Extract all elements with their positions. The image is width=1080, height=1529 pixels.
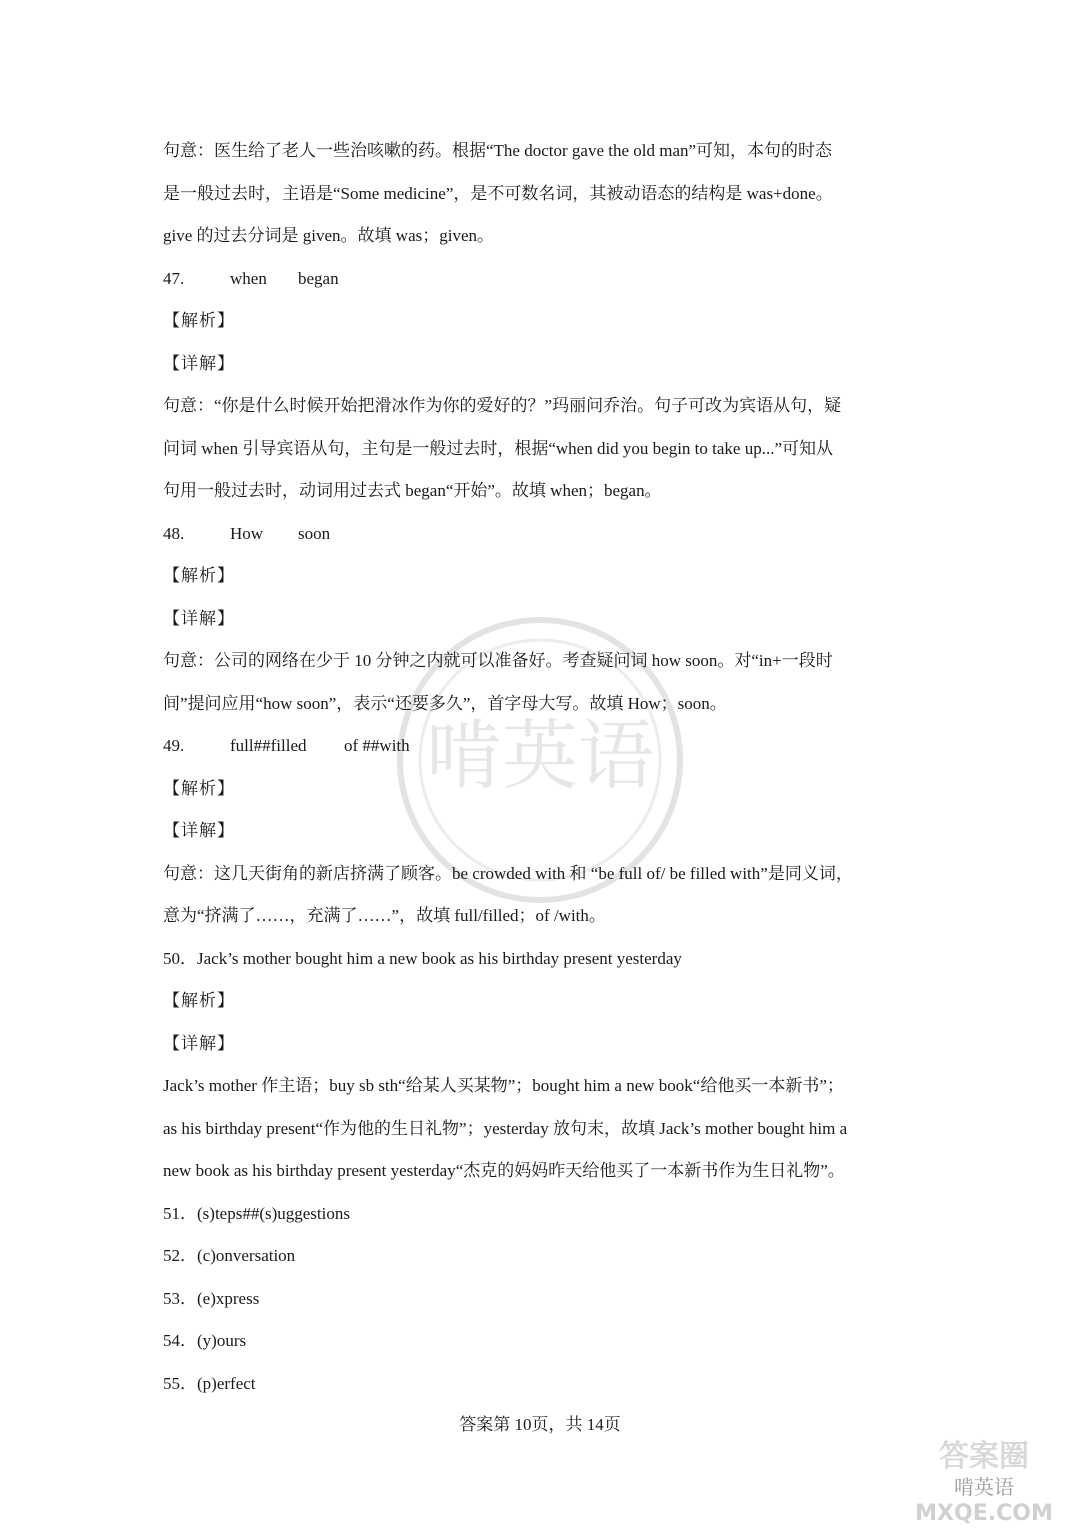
answer-55: 55．(p)erfect <box>163 1373 256 1393</box>
answer-47 <box>163 258 923 301</box>
answer-50: 50．Jack’s mother bought him a new book as his birthday present yesterday <box>163 948 682 968</box>
page-footer: 答案第 10页，共 14页 <box>459 1415 621 1434</box>
answer-blank-2: began <box>298 268 339 288</box>
answer-53: 53．(e)xpress <box>163 1288 260 1308</box>
svg-text:MXQE.COM: MXQE.COM <box>915 1501 1053 1524</box>
question-number: 48. <box>163 523 185 543</box>
question-number: 47. <box>163 268 185 288</box>
answer-49 <box>163 725 923 768</box>
paragraph-line: give 的过去分词是 given。故填 was；given。 <box>163 226 494 245</box>
answer-54: 54．(y)ours <box>163 1331 247 1350</box>
site-logo <box>900 1432 1070 1524</box>
explanation-line: 意为“挤满了……，充满了……”，故填 full/filled；of /with。 <box>163 906 606 925</box>
explanation-line: 间”提问应用“how soon”，表示“还要多久”，首字母大写。故填 How；soon。 <box>163 693 727 713</box>
svg-text:啃英语: 啃英语 <box>954 1475 1014 1499</box>
detail-heading: 【详解】 <box>163 608 235 628</box>
answer-blank-2: of ##with <box>344 736 410 755</box>
explanation-line: as his birthday present“作为他的生日礼物”；yesterday 放句末，故填 Jack’s mother bought him a <box>163 1118 848 1138</box>
detail-heading: 【详解】 <box>163 353 235 373</box>
answer-blank-1: full##filled <box>230 736 307 755</box>
explanation-line: 句用一般过去时，动词用过去式 began“开始”。故填 when；began。 <box>163 481 662 500</box>
explanation-line: 句意：这几天街角的新店挤满了顾客。be crowded with 和 “be full of/ be filled with”是同义词， <box>163 863 853 883</box>
analysis-heading: 【解析】 <box>163 778 235 798</box>
answer-blank-1: when <box>230 268 267 288</box>
explanation-line: new book as his birthday present yesterday“杰克的妈妈昨天给他买了一本新书作为生日礼物”。 <box>163 1161 845 1180</box>
svg-text:答案圈: 答案圈 <box>939 1439 1029 1474</box>
question-number: 49. <box>163 736 185 755</box>
analysis-heading: 【解析】 <box>163 566 235 585</box>
answer-content <box>163 130 923 1405</box>
detail-heading: 【详解】 <box>163 821 235 840</box>
analysis-heading: 【解析】 <box>163 311 235 330</box>
answer-51: 51．(s)teps##(s)uggestions <box>163 1203 350 1223</box>
explanation-line: 句意：公司的网络在少于 10 分钟之内就可以准备好。考查疑问词 how soon。对“in+一段时 <box>163 651 833 670</box>
paragraph-line: 是一般过去时，主语是“Some medicine”，是不可数名词，其被动语态的结构是 was+done。 <box>163 183 833 203</box>
answer-blank-1: How <box>230 523 264 543</box>
watermark-text: 啃英语 <box>426 711 654 800</box>
detail-heading: 【详解】 <box>163 1033 235 1053</box>
explanation-line: 问词 when 引导宾语从句，主句是一般过去时，根据“when did you begin to take up...”可知从 <box>163 438 834 458</box>
paragraph-line: 句意：医生给了老人一些治咳嗽的药。根据“The doctor gave the old man”可知，本句的时态 <box>163 141 833 160</box>
explanation-line: 句意：“你是什么时候开始把滑冰作为你的爱好的？”玛丽问乔治。句子可改为宾语从句，疑 <box>163 396 842 415</box>
explanation-line: Jack’s mother 作主语；buy sb sth“给某人买某物”；bought him a new book“给他买一本新书”； <box>163 1076 844 1095</box>
answer-48 <box>163 513 923 556</box>
answer-blank-2: soon <box>298 523 331 543</box>
analysis-heading: 【解析】 <box>163 991 235 1010</box>
answer-52: 52．(c)onversation <box>163 1246 296 1265</box>
